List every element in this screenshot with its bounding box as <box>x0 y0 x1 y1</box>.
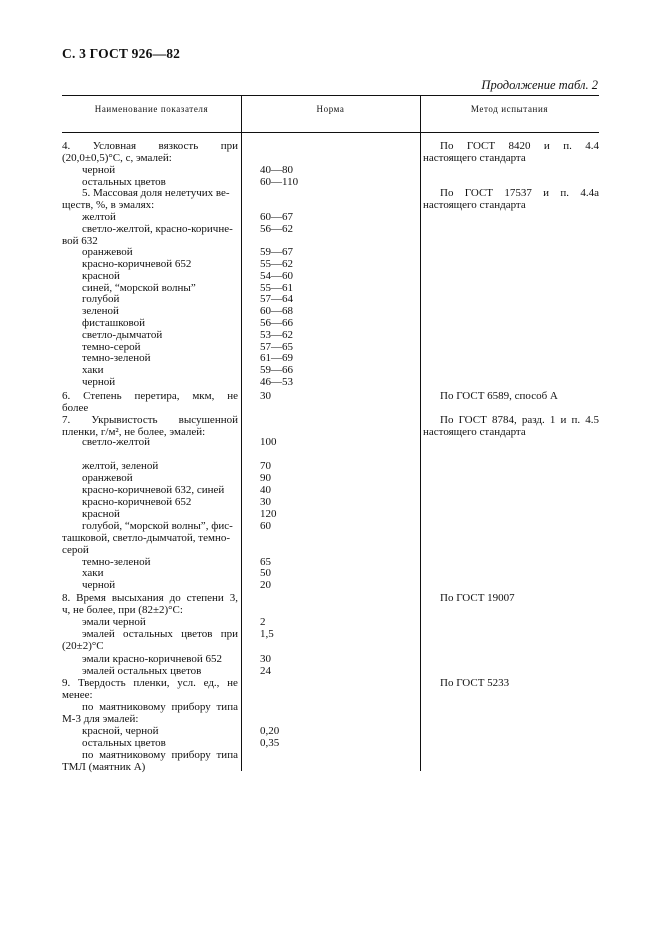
indicator-text: темно-серой <box>82 341 141 353</box>
indicator-text: красно-коричневой 632, синей <box>82 484 225 496</box>
norm-value: 20 <box>260 579 271 591</box>
indicator-text: 5. Массовая доля нелетучих ве- <box>82 187 230 199</box>
norm-value: 2 <box>260 616 266 628</box>
indicator-text: ТМЛ (маятник А) <box>62 761 146 773</box>
indicator-text: по маятниковому прибору типа <box>82 701 238 713</box>
column-divider-2 <box>420 95 421 771</box>
indicator-text: вой 632 <box>62 235 98 247</box>
norm-value: 24 <box>260 665 271 677</box>
norm-value: 55—61 <box>260 282 293 294</box>
indicator-text: эмалей остальных цветов <box>82 665 202 677</box>
method-text: По ГОСТ 8420 и п. 4.4 <box>440 140 599 152</box>
norm-value: 60—68 <box>260 305 293 317</box>
indicator-text: 6. Степень перетира, мкм, не <box>62 390 238 402</box>
norm-value: 46—53 <box>260 376 293 388</box>
method-text: настоящего стандарта <box>423 426 526 438</box>
table-top-rule <box>62 95 599 96</box>
norm-value: 30 <box>260 496 271 508</box>
method-text: По ГОСТ 8784, разд. 1 и п. 4.5 <box>440 414 599 426</box>
norm-value: 30 <box>260 653 271 665</box>
indicator-text: зеленой <box>82 305 119 317</box>
indicator-text: голубой <box>82 293 120 305</box>
norm-value: 30 <box>260 390 271 402</box>
column-header-method: Метод испытания <box>470 104 549 114</box>
indicator-text: эмали красно-коричневой 652 <box>82 653 223 665</box>
norm-value: 55—62 <box>260 258 293 270</box>
method-text: По ГОСТ 6589, способ А <box>440 390 558 402</box>
indicator-text: пленки, г/м², не более, эмалей: <box>62 426 206 438</box>
indicator-text: серой <box>62 544 89 556</box>
column-header-name: Наименование показателя <box>94 104 209 114</box>
indicator-text: желтой, зеленой <box>82 460 159 472</box>
column-header-norm: Норма <box>316 104 345 114</box>
indicator-text: М-3 для эмалей: <box>62 713 139 725</box>
indicator-text: ществ, %, в эмалях: <box>62 199 155 211</box>
indicator-text: оранжевой <box>82 472 133 484</box>
norm-value: 0,20 <box>260 725 280 737</box>
indicator-text: менее: <box>62 689 93 701</box>
norm-value: 120 <box>260 508 277 520</box>
norm-value: 53—62 <box>260 329 293 341</box>
method-text: По ГОСТ 19007 <box>440 592 515 604</box>
indicator-text: черной <box>82 579 116 591</box>
norm-value: 1,5 <box>260 628 274 640</box>
indicator-text: эмалей остальных цветов при <box>82 628 238 640</box>
norm-value: 61—69 <box>260 352 293 364</box>
indicator-text: (20±2)°С <box>62 640 104 652</box>
indicator-text: (20,0±0,5)°С, с, эмалей: <box>62 152 172 164</box>
norm-value: 59—66 <box>260 364 293 376</box>
indicator-text: ч, не более, при (82±2)°С: <box>62 604 183 616</box>
norm-value: 60—67 <box>260 211 293 223</box>
indicator-text: оранжевой <box>82 246 133 258</box>
norm-value: 40 <box>260 484 271 496</box>
indicator-text: 4. Условная вязкость при <box>62 140 238 152</box>
norm-value: 57—64 <box>260 293 293 305</box>
indicator-text: светло-дымчатой <box>82 329 163 341</box>
indicator-text: черной <box>82 164 116 176</box>
indicator-text: фисташковой <box>82 317 145 329</box>
norm-value: 70 <box>260 460 271 472</box>
indicator-text: красно-коричневой 652 <box>82 496 192 508</box>
column-divider-1 <box>241 95 242 771</box>
indicator-text: темно-зеленой <box>82 352 151 364</box>
indicator-text: остальных цветов <box>82 737 166 749</box>
method-text: настоящего стандарта <box>423 199 526 211</box>
indicator-text: темно-зеленой <box>82 556 151 568</box>
indicator-text: черной <box>82 376 116 388</box>
indicator-text: хаки <box>82 364 104 376</box>
page-header: С. 3 ГОСТ 926—82 <box>62 46 181 61</box>
norm-value: 54—60 <box>260 270 293 282</box>
indicator-text: более <box>62 402 89 414</box>
method-text: По ГОСТ 17537 и п. 4.4а <box>440 187 599 199</box>
norm-value: 60 <box>260 520 271 532</box>
norm-value: 60—110 <box>260 176 299 188</box>
norm-value: 56—62 <box>260 223 293 235</box>
indicator-text: красно-коричневой 652 <box>82 258 192 270</box>
table-continuation-note: Продолжение табл. 2 <box>481 78 598 92</box>
indicator-text: 8. Время высыхания до степени 3, <box>62 592 238 604</box>
indicator-text: 9. Твердость пленки, усл. ед., не <box>62 677 238 689</box>
method-text: По ГОСТ 5233 <box>440 677 510 689</box>
indicator-text: хаки <box>82 567 104 579</box>
norm-value: 59—67 <box>260 246 293 258</box>
norm-value: 50 <box>260 567 271 579</box>
indicator-text: красной <box>82 508 120 520</box>
table-header-rule <box>62 132 599 133</box>
norm-value: 0,35 <box>260 737 280 749</box>
indicator-text: синей, “морской волны” <box>82 282 196 294</box>
method-text: настоящего стандарта <box>423 152 526 164</box>
indicator-text: светло-желтой, красно-коричне- <box>82 223 233 235</box>
norm-value: 40—80 <box>260 164 293 176</box>
norm-value: 100 <box>260 436 277 448</box>
indicator-text: остальных цветов <box>82 176 166 188</box>
indicator-text: по маятниковому прибору типа <box>82 749 238 761</box>
norm-value: 57—65 <box>260 341 293 353</box>
indicator-text: красной <box>82 270 120 282</box>
indicator-text: красной, черной <box>82 725 159 737</box>
norm-value: 90 <box>260 472 271 484</box>
norm-value: 56—66 <box>260 317 293 329</box>
indicator-text: голубой, “морской волны”, фис- <box>82 520 233 532</box>
indicator-text: эмали черной <box>82 616 146 628</box>
indicator-text: желтой <box>82 211 116 223</box>
indicator-text: ташковой, светло-дымчатой, темно- <box>62 532 230 544</box>
norm-value: 65 <box>260 556 271 568</box>
indicator-text: 7. Укрывистость высушенной <box>62 414 238 426</box>
indicator-text: светло-желтой <box>82 436 150 448</box>
